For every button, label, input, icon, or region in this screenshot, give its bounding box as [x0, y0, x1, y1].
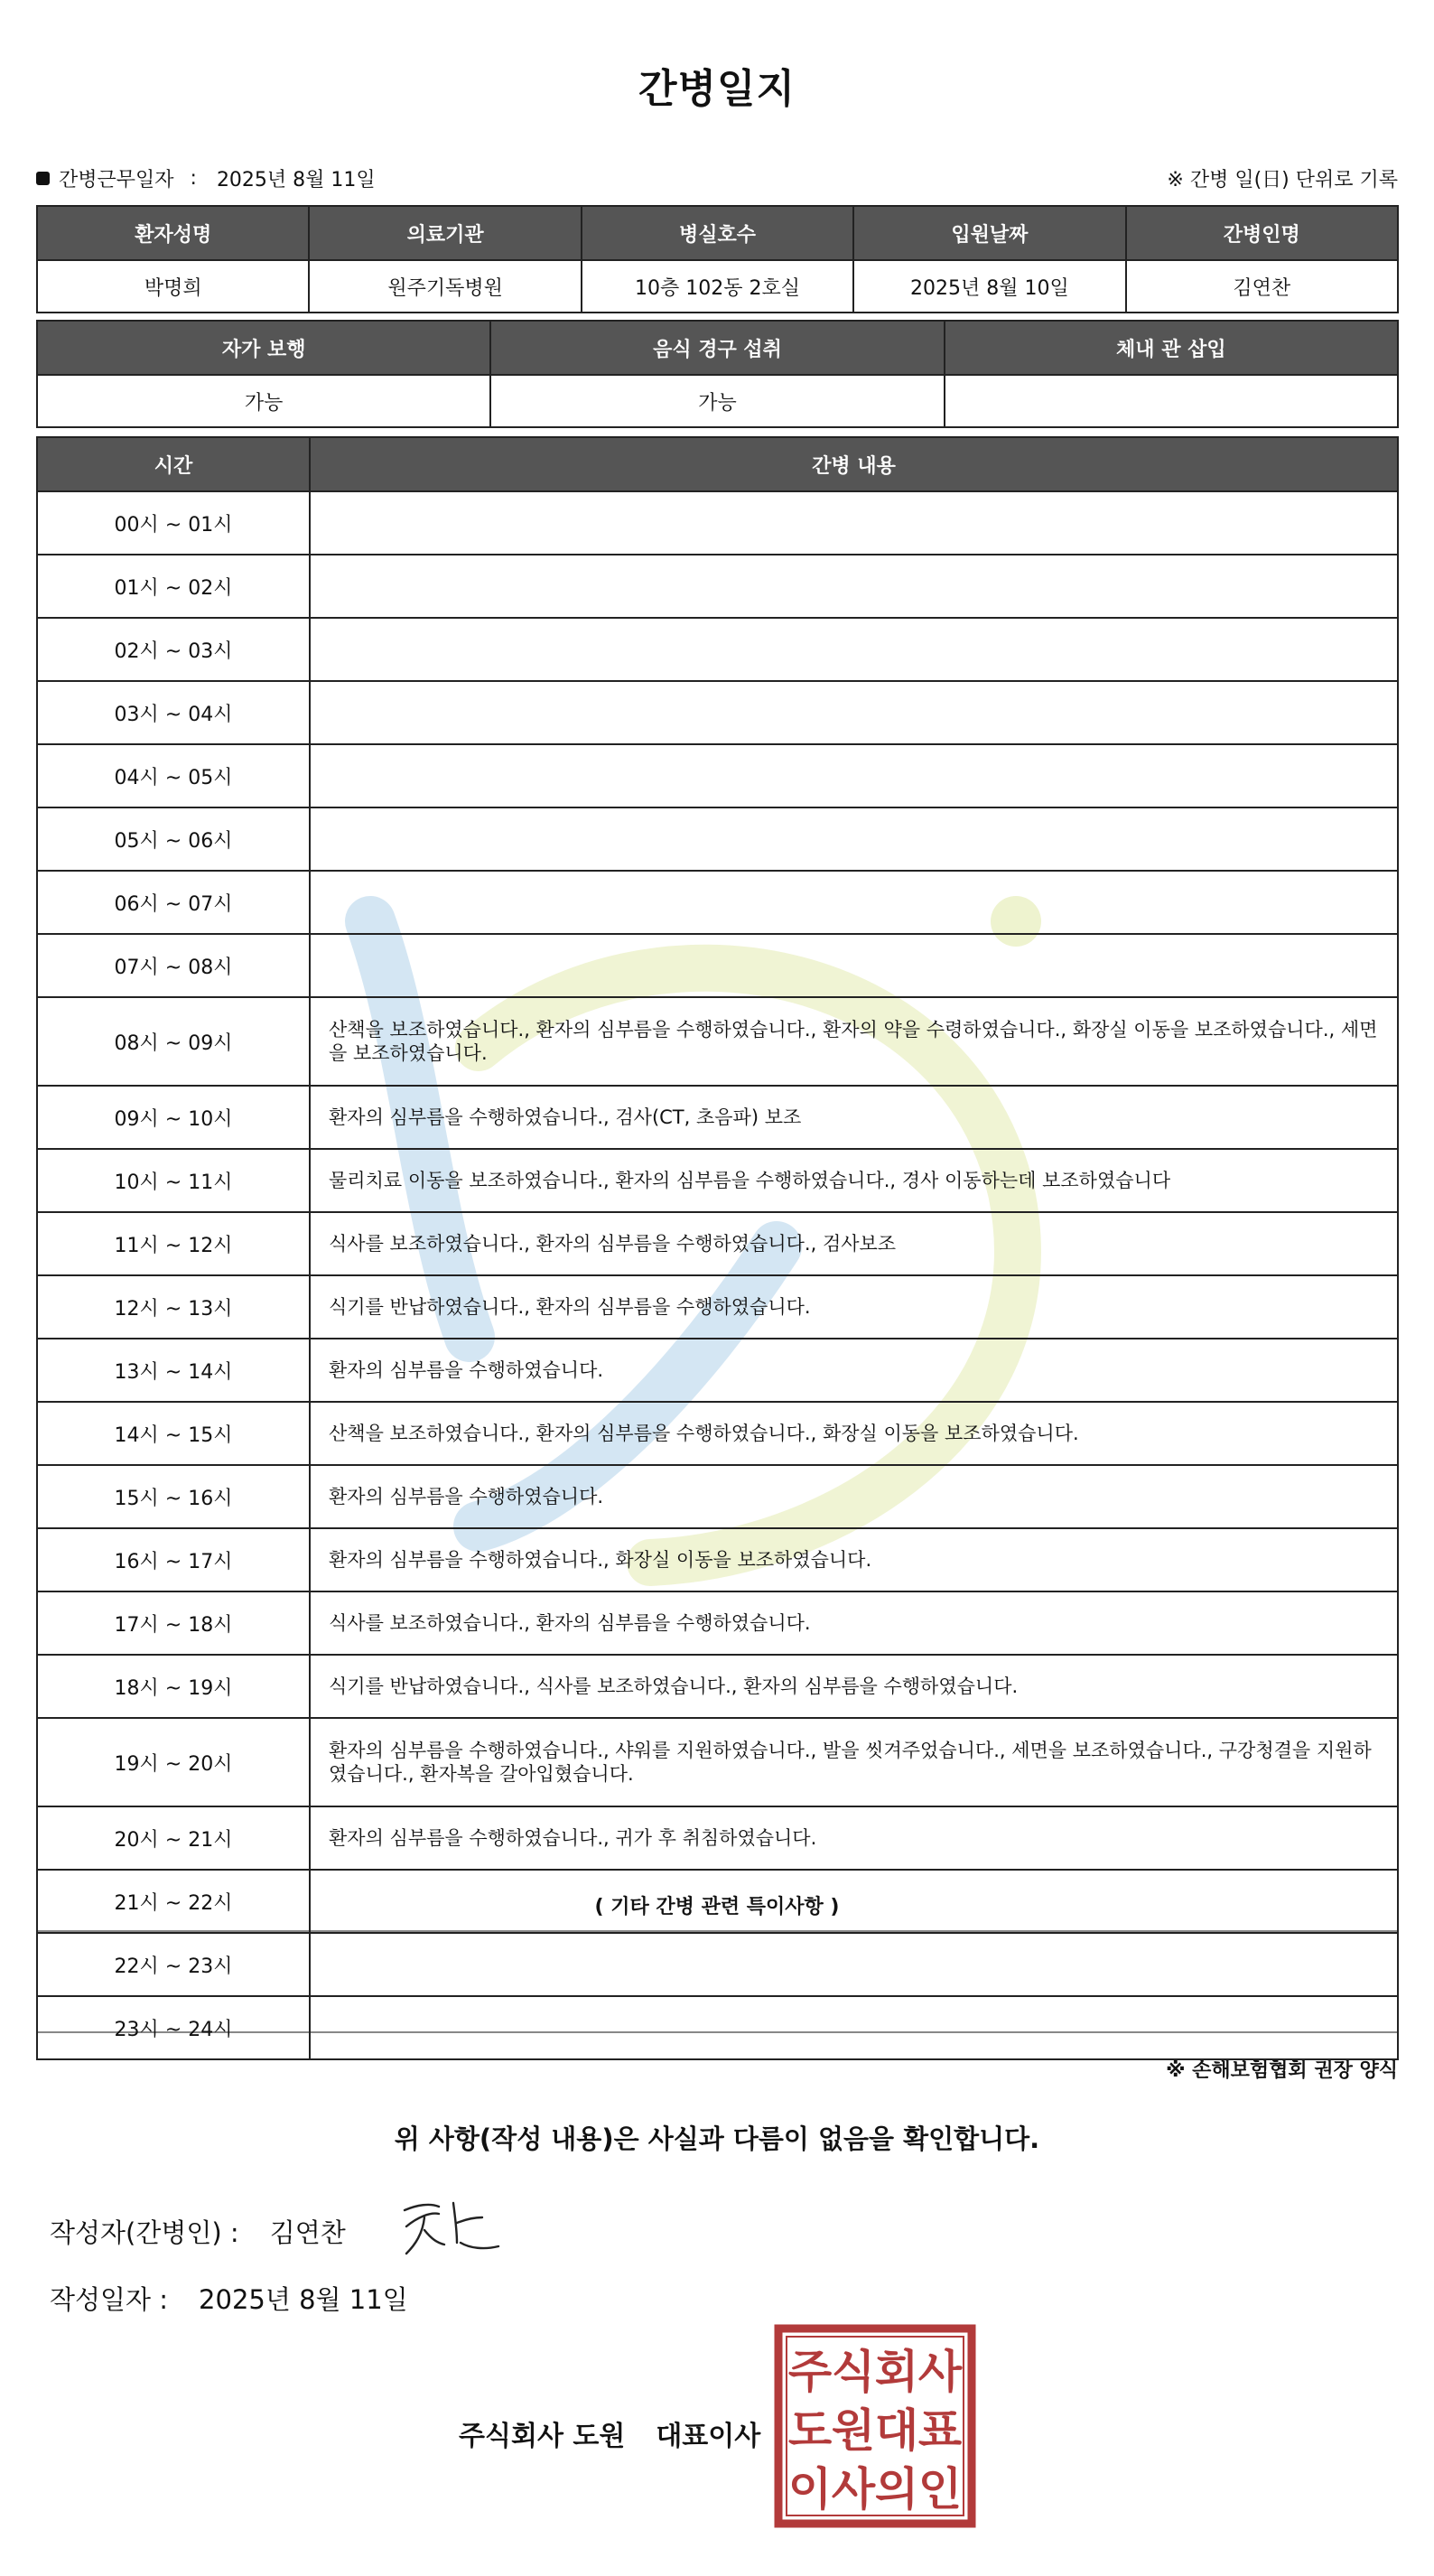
- written-date-label: 작성일자 :: [50, 2284, 169, 2315]
- table-row: [37, 618, 1398, 681]
- header-patient-name: 환자성명: [37, 206, 309, 260]
- confirmation-statement: 위 사항(작성 내용)은 사실과 다름이 없음을 확인합니다.: [394, 2123, 1040, 2154]
- content-cell: 산책을 보조하였습니다., 환자의 심부름을 수행하였습니다., 화장실 이동을 보조하였습니다.: [310, 1402, 1398, 1465]
- company-signoff: [459, 2413, 760, 2453]
- time-cell: 03시 ~ 04시: [37, 681, 310, 744]
- time-cell: 12시 ~ 13시: [37, 1275, 310, 1339]
- table-row: [37, 1528, 1398, 1591]
- table-row: [37, 1149, 1398, 1212]
- table-row: [37, 1339, 1398, 1402]
- time-cell: 09시 ~ 10시: [37, 1086, 310, 1149]
- self-walking-value: 가능: [37, 375, 490, 427]
- time-cell: 10시 ~ 11시: [37, 1149, 310, 1212]
- table-row: [37, 1996, 1398, 2059]
- time-cell: 11시 ~ 12시: [37, 1212, 310, 1275]
- svg-text:도: 도: [787, 2404, 833, 2457]
- header-admission-date: 입원날짜: [853, 206, 1125, 260]
- content-cell: [310, 744, 1398, 807]
- svg-text:이: 이: [787, 2463, 833, 2515]
- oral-intake-value: 가능: [490, 375, 944, 427]
- svg-text:회: 회: [874, 2346, 919, 2398]
- content-cell: [310, 1933, 1398, 1996]
- content-cell: 환자의 심부름을 수행하였습니다.: [310, 1339, 1398, 1402]
- content-cell: [310, 807, 1398, 871]
- table-row: [37, 1275, 1398, 1339]
- work-date-separator: :: [190, 167, 197, 190]
- record-note: ※ 간병 일(日) 단위로 기록: [1167, 169, 1398, 191]
- company-seal-stamp: [774, 2324, 976, 2528]
- time-cell: 02시 ~ 03시: [37, 618, 310, 681]
- content-cell: 환자의 심부름을 수행하였습니다., 귀가 후 취침하였습니다.: [310, 1806, 1398, 1870]
- time-cell: 18시 ~ 19시: [37, 1655, 310, 1718]
- content-cell: [310, 555, 1398, 618]
- content-cell: 식사를 보조하였습니다., 환자의 심부름을 수행하였습니다.: [310, 1591, 1398, 1655]
- content-cell: [310, 1870, 1398, 1933]
- time-cell: 13시 ~ 14시: [37, 1339, 310, 1402]
- special-notes-caption: ( 기타 간병 관련 특이사항 ): [594, 1896, 840, 1918]
- svg-text:식: 식: [831, 2346, 876, 2398]
- patient-name: 박명희: [37, 260, 309, 313]
- header-caregiver-name: 간병인명: [1126, 206, 1398, 260]
- table-row: [37, 807, 1398, 871]
- time-cell: 23시 ~ 24시: [37, 1996, 310, 2059]
- content-cell: [310, 491, 1398, 555]
- svg-text:인: 인: [917, 2463, 963, 2515]
- time-cell: 15시 ~ 16시: [37, 1465, 310, 1528]
- svg-text:주: 주: [787, 2346, 833, 2398]
- time-cell: 14시 ~ 15시: [37, 1402, 310, 1465]
- table-row: [37, 934, 1398, 997]
- table-row: [37, 871, 1398, 934]
- svg-text:원: 원: [831, 2404, 876, 2457]
- table-row: [37, 1870, 1398, 1933]
- table-row: [37, 1465, 1398, 1528]
- table-row: [37, 1806, 1398, 1870]
- content-cell: 환자의 심부름을 수행하였습니다., 검사(CT, 초음파) 보조: [310, 1086, 1398, 1149]
- time-cell: 21시 ~ 22시: [37, 1870, 310, 1933]
- admission-date: 2025년 8월 10일: [853, 260, 1125, 313]
- time-cell: 06시 ~ 07시: [37, 871, 310, 934]
- author-label: 작성자(간병인) :: [50, 2217, 239, 2248]
- time-cell: 08시 ~ 09시: [37, 997, 310, 1086]
- content-cell: 식사를 보조하였습니다., 환자의 심부름을 수행하였습니다., 검사보조: [310, 1212, 1398, 1275]
- patient-info-table: [36, 205, 1399, 313]
- table-row: [37, 1655, 1398, 1718]
- author-row: [50, 2213, 346, 2250]
- meta-row: [36, 164, 1398, 193]
- header-tube-insertion: 체내 관 삽입: [945, 321, 1398, 375]
- svg-text:사: 사: [831, 2463, 876, 2515]
- work-date-value: 2025년 8월 11일: [216, 169, 376, 191]
- header-hospital: 의료기관: [309, 206, 581, 260]
- table-row: [37, 997, 1398, 1086]
- content-cell: 환자의 심부름을 수행하였습니다.: [310, 1465, 1398, 1528]
- time-cell: 19시 ~ 20시: [37, 1718, 310, 1806]
- patient-status-table: [36, 320, 1399, 428]
- time-cell: 05시 ~ 06시: [37, 807, 310, 871]
- table-row: [37, 681, 1398, 744]
- bullet-icon: [36, 172, 50, 185]
- table-row: [37, 555, 1398, 618]
- time-cell: 16시 ~ 17시: [37, 1528, 310, 1591]
- table-row: [37, 1933, 1398, 1996]
- time-cell: 17시 ~ 18시: [37, 1591, 310, 1655]
- association-note: ※ 손해보험협회 권장 양식: [1166, 2059, 1398, 2082]
- table-row: [37, 1718, 1398, 1806]
- written-date-value: 2025년 8월 11일: [199, 2284, 408, 2315]
- work-date-label: 간병근무일자: [59, 169, 174, 191]
- time-cell: 04시 ~ 05시: [37, 744, 310, 807]
- time-cell: 07시 ~ 08시: [37, 934, 310, 997]
- content-cell: 식기를 반납하였습니다., 식사를 보조하였습니다., 환자의 심부름을 수행하였습니다.: [310, 1655, 1398, 1718]
- header-room: 병실호수: [582, 206, 853, 260]
- hospital-name: 원주기독병원: [309, 260, 581, 313]
- written-date-row: [50, 2280, 408, 2317]
- header-care-content: 간병 내용: [310, 437, 1398, 491]
- care-log-table: [36, 436, 1399, 2060]
- content-cell: 환자의 심부름을 수행하였습니다., 샤워를 지원하였습니다., 발을 씻겨주었습니다., 세면을 보조하였습니다., 구강청결을 지원하였습니다., 환자복을 갈아입혔습니다.: [310, 1718, 1398, 1806]
- time-cell: 00시 ~ 01시: [37, 491, 310, 555]
- room-number: 10층 102동 2호실: [582, 260, 853, 313]
- header-oral-intake: 음식 경구 섭취: [490, 321, 944, 375]
- time-cell: 01시 ~ 02시: [37, 555, 310, 618]
- header-time: 시간: [37, 437, 310, 491]
- caregiver-name: 김연찬: [1126, 260, 1398, 313]
- content-cell: [310, 681, 1398, 744]
- tube-insertion-value: [945, 375, 1398, 427]
- table-row: [37, 1591, 1398, 1655]
- svg-text:사: 사: [917, 2346, 963, 2398]
- company-name: 주식회사 도원: [459, 2421, 626, 2452]
- time-cell: 22시 ~ 23시: [37, 1933, 310, 1996]
- time-cell: 20시 ~ 21시: [37, 1806, 310, 1870]
- table-row: [37, 1086, 1398, 1149]
- table-row: [37, 1212, 1398, 1275]
- svg-text:의: 의: [874, 2463, 919, 2515]
- table-row: [37, 744, 1398, 807]
- content-cell: 환자의 심부름을 수행하였습니다., 화장실 이동을 보조하였습니다.: [310, 1528, 1398, 1591]
- document-title: 간병일지: [638, 66, 796, 112]
- work-date: [36, 164, 376, 192]
- content-cell: [310, 934, 1398, 997]
- content-cell: [310, 1996, 1398, 2059]
- table-row: [37, 1402, 1398, 1465]
- content-cell: [310, 871, 1398, 934]
- company-title: 대표이사: [656, 2421, 761, 2452]
- content-cell: 물리치료 이동을 보조하였습니다., 환자의 심부름을 수행하였습니다., 경사 이동하는데 보조하였습니다: [310, 1149, 1398, 1212]
- table-row: [37, 491, 1398, 555]
- signature-image: [397, 2190, 506, 2263]
- content-cell: 산책을 보조하였습니다., 환자의 심부름을 수행하였습니다., 환자의 약을 수령하였습니다., 화장실 이동을 보조하였습니다., 세면을 보조하였습니다.: [310, 997, 1398, 1086]
- header-self-walking: 자가 보행: [37, 321, 490, 375]
- svg-text:대: 대: [874, 2404, 919, 2457]
- content-cell: 식기를 반납하였습니다., 환자의 심부름을 수행하였습니다.: [310, 1275, 1398, 1339]
- content-cell: [310, 618, 1398, 681]
- svg-text:표: 표: [917, 2404, 963, 2457]
- author-name: 김연찬: [269, 2217, 346, 2248]
